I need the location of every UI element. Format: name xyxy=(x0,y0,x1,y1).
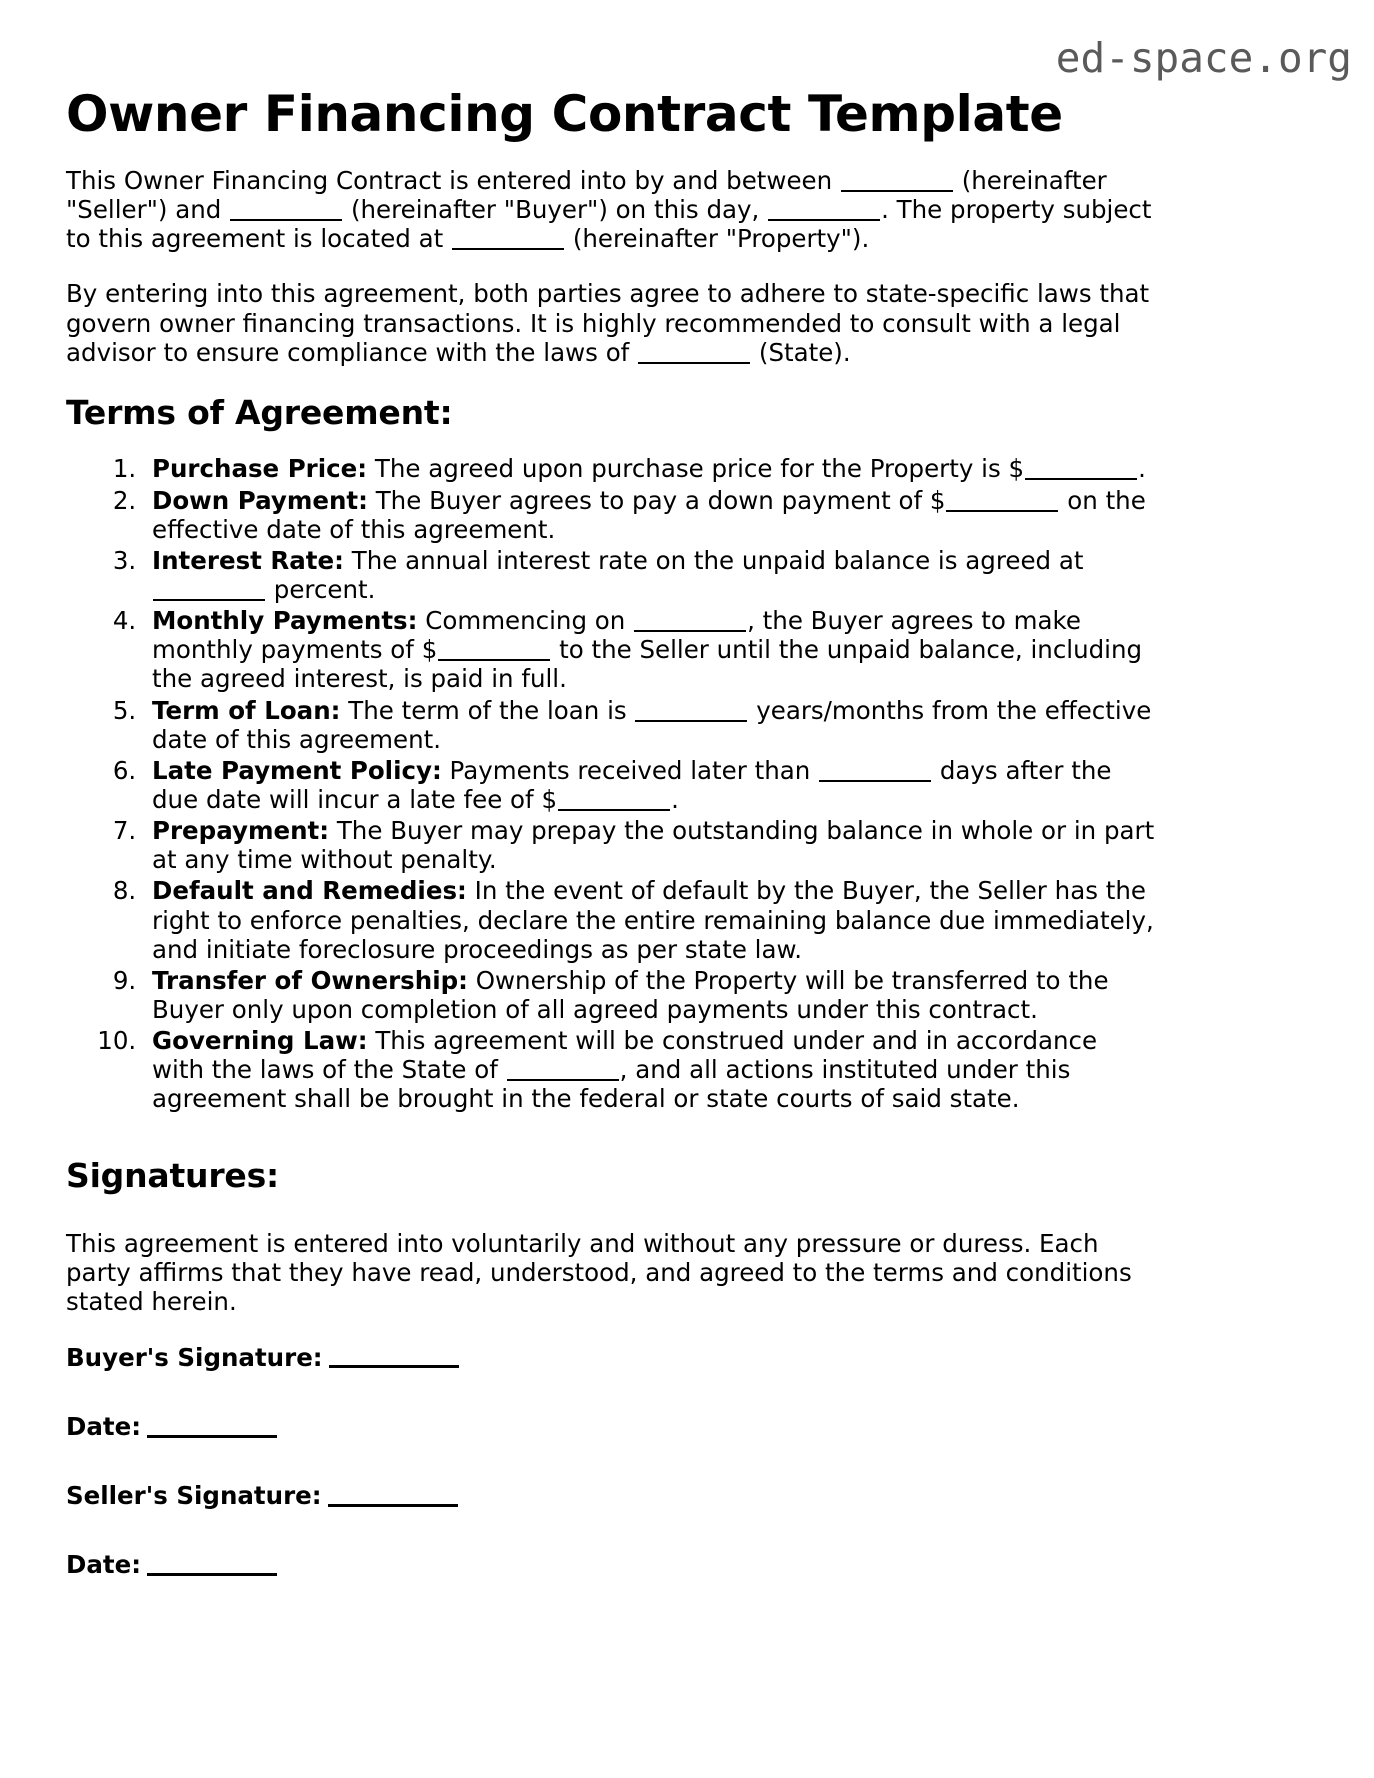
signatures-heading: Signatures: xyxy=(66,1155,280,1195)
blank-seller-name[interactable] xyxy=(841,167,953,192)
blank-interest-rate[interactable] xyxy=(153,576,265,601)
buyer-signature-row xyxy=(66,1343,1156,1372)
intro-p1-text-a: This Owner Financing Contract is entered into by and between xyxy=(66,166,840,195)
intro-paragraph-2 xyxy=(66,279,1156,366)
term-text-default-a: In the event of default by the Buyer, the Seller has the right to enforce penalties, declare the entire remaining balance due immediately, and initiate foreclosure proceedings as per state law. xyxy=(152,876,1154,964)
blank-seller-signature[interactable] xyxy=(328,1481,458,1507)
blank-contract-day[interactable] xyxy=(768,197,880,222)
signature-fields xyxy=(66,1343,1156,1580)
list-item xyxy=(144,1026,1156,1113)
intro-p2-text-a: By entering into this agreement, both parties agree to adhere to state-specific laws that govern owner financing transactions. It is highly recommended to consult with a legal advisor to ensure compliance with the laws of xyxy=(66,279,1150,367)
blank-governing-law-state[interactable] xyxy=(507,1057,619,1082)
term-label-monthly-payments: Monthly Payments: xyxy=(152,606,418,636)
term-label-default-and-remedies: Default and Remedies: xyxy=(152,876,467,906)
buyer-date-row xyxy=(66,1412,1156,1441)
site-watermark-label: ed-space.org xyxy=(1055,34,1352,82)
blank-late-days[interactable] xyxy=(819,757,931,782)
blank-governing-state[interactable] xyxy=(638,339,750,364)
term-label-governing-law: Governing Law: xyxy=(152,1026,368,1056)
list-item xyxy=(144,966,1156,1024)
document-body xyxy=(66,166,1156,1619)
list-item xyxy=(144,454,1156,483)
buyer-signature-label: Buyer's Signature: xyxy=(66,1342,323,1372)
term-text-prepayment-a: The Buyer may prepay the outstanding balance in whole or in part at any time without penalty. xyxy=(152,816,1155,875)
term-text-late-payment-c: . xyxy=(671,784,679,814)
list-item xyxy=(144,486,1156,544)
blank-buyer-date[interactable] xyxy=(147,1412,277,1438)
term-text-purchase-price-a: The agreed upon purchase price for the Property is $ xyxy=(367,454,1025,484)
intro-paragraph-1 xyxy=(66,166,1156,253)
term-text-down-payment-a: The Buyer agrees to pay a down payment of $ xyxy=(367,485,946,515)
term-text-monthly-payments-b: , the Buyer agrees to make monthly payments of $ xyxy=(152,606,1081,665)
blank-down-payment-amount[interactable] xyxy=(946,487,1058,512)
blank-late-fee-amount[interactable] xyxy=(558,786,670,811)
term-text-interest-rate-b: percent. xyxy=(266,575,376,604)
intro-p1-text-d: . The property subject to this agreement is located at xyxy=(66,195,1152,254)
buyer-date-label: Date: xyxy=(66,1411,141,1441)
blank-buyer-name[interactable] xyxy=(230,197,342,222)
list-item xyxy=(144,756,1156,814)
seller-signature-label: Seller's Signature: xyxy=(66,1480,322,1510)
term-text-purchase-price-b: . xyxy=(1138,454,1146,484)
blank-commencement-date[interactable] xyxy=(634,608,746,633)
term-text-term-of-loan-a: The term of the loan is xyxy=(340,695,635,725)
page-title: Owner Financing Contract Template xyxy=(66,85,1063,143)
list-item xyxy=(144,696,1156,754)
seller-date-row xyxy=(66,1550,1156,1579)
term-text-late-payment-b: days after the due date will incur a late fee of $ xyxy=(152,755,1112,814)
blank-buyer-signature[interactable] xyxy=(329,1343,459,1369)
blank-loan-term[interactable] xyxy=(635,697,747,722)
terms-list xyxy=(66,454,1156,1113)
term-text-late-payment-a: Payments received later than xyxy=(441,755,819,785)
seller-signature-row xyxy=(66,1481,1156,1510)
intro-p1-text-b: (hereinafter "Seller") and xyxy=(66,166,1107,225)
term-label-prepayment: Prepayment: xyxy=(152,816,330,846)
term-text-monthly-payments-c: to the Seller until the unpaid balance, including the agreed interest, is paid in full. xyxy=(152,635,1143,694)
term-text-governing-law-b: , and all actions instituted under this agreement shall be brought in the federal or state courts of said state. xyxy=(152,1055,1071,1114)
term-text-monthly-payments-a: Commencing on xyxy=(417,606,634,636)
blank-purchase-price[interactable] xyxy=(1025,456,1137,481)
term-label-down-payment: Down Payment: xyxy=(152,485,368,515)
term-label-interest-rate: Interest Rate: xyxy=(152,545,344,575)
list-item xyxy=(144,816,1156,874)
terms-heading: Terms of Agreement: xyxy=(66,392,453,432)
term-label-transfer-of-ownership: Transfer of Ownership: xyxy=(152,965,468,995)
term-text-down-payment-b: on the effective date of this agreement. xyxy=(152,485,1146,544)
signatures-intro-paragraph: This agreement is entered into voluntarily and without any pressure or duress. Each party affirms that they have read, understood, and agreed to the terms and conditions stated herein. xyxy=(66,1229,1132,1317)
intro-p2-text-b: (State). xyxy=(751,337,851,367)
term-text-interest-rate-a: The annual interest rate on the unpaid balance is agreed at xyxy=(343,545,1084,575)
blank-seller-date[interactable] xyxy=(147,1550,277,1576)
list-item xyxy=(144,876,1156,963)
term-label-late-payment-policy: Late Payment Policy: xyxy=(152,755,442,785)
list-item xyxy=(144,606,1156,693)
term-text-transfer-a: Ownership of the Property will be transferred to the Buyer only upon completion of all agreed payments under this contract. xyxy=(152,965,1109,1024)
term-text-term-of-loan-b: years/months from the effective date of this agreement. xyxy=(152,695,1152,754)
term-text-governing-law-a: This agreement will be construed under and in accordance with the laws of the State of xyxy=(152,1026,1098,1085)
intro-p1-text-e: (hereinafter "Property"). xyxy=(565,224,870,254)
term-label-purchase-price: Purchase Price: xyxy=(152,454,368,484)
blank-property-address[interactable] xyxy=(452,226,564,251)
seller-date-label: Date: xyxy=(66,1549,141,1579)
blank-monthly-payment-amount[interactable] xyxy=(438,637,550,662)
term-label-term-of-loan: Term of Loan: xyxy=(152,695,341,725)
list-item xyxy=(144,546,1156,604)
intro-p1-text-c: (hereinafter "Buyer") on this day, xyxy=(343,195,768,225)
